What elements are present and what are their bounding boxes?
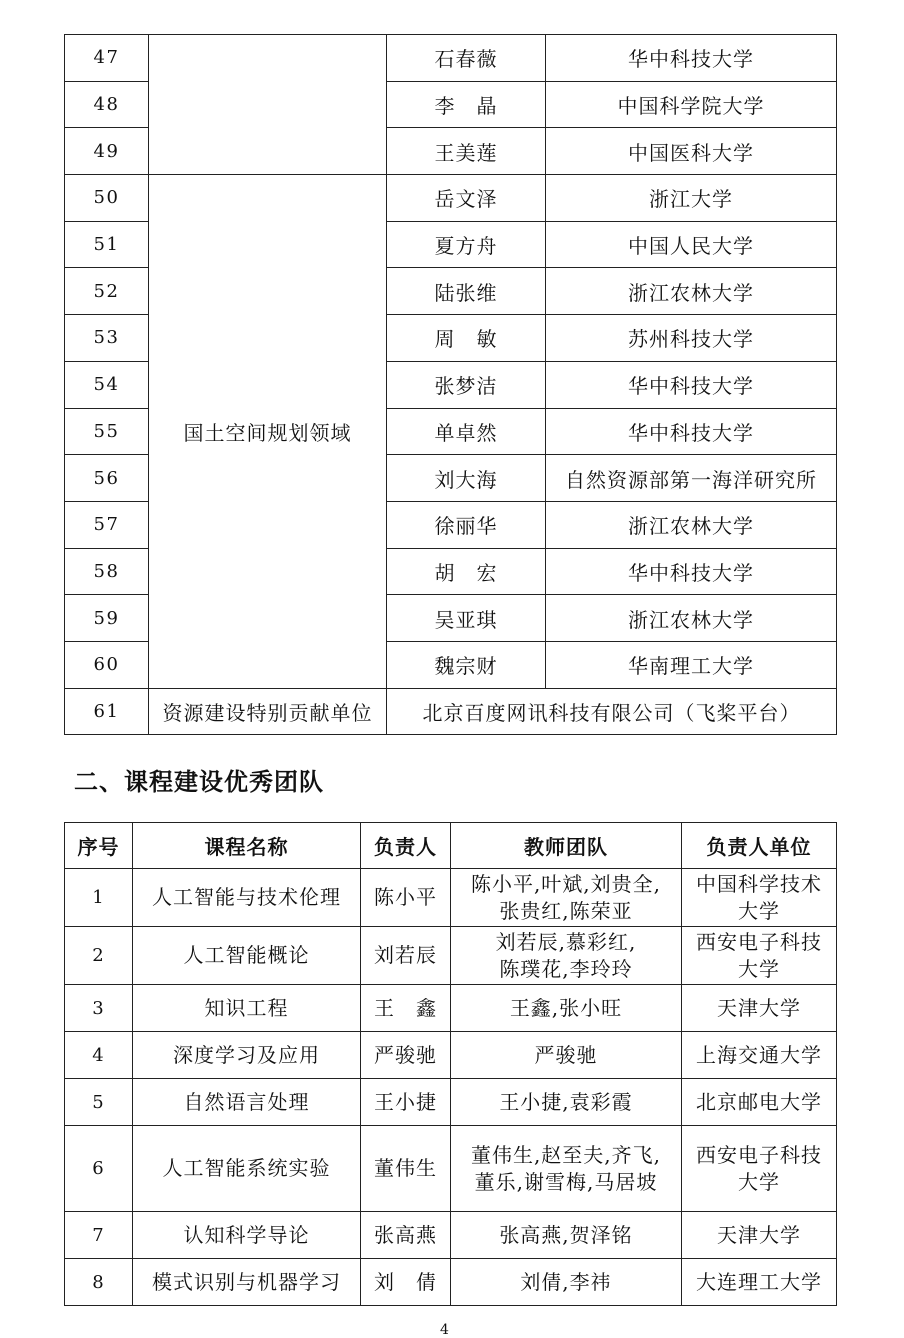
lead-unit [682,1079,837,1126]
lead-unit [682,927,837,985]
col-header-course: 课程名称 [133,823,361,869]
person-org: 华南理工大学 [546,641,837,688]
person-name: 单卓然 [387,408,546,455]
person-name: 吴亚琪 [387,595,546,642]
row-number: 61 [65,688,149,735]
person-org: 中国人民大学 [546,221,837,268]
person-org: 浙江农林大学 [546,501,837,548]
row-number: 53 [65,315,149,362]
unit-line: 天津大学 [717,1222,801,1247]
person-name: 徐丽华 [387,501,546,548]
table-row [65,175,837,222]
table-header-row [65,823,837,869]
row-number: 7 [65,1212,133,1259]
course-name: 认知科学导论 [133,1212,361,1259]
unit-line: 大连理工大学 [696,1269,822,1294]
course-name: 人工智能系统实验 [133,1126,361,1212]
team-line: 王鑫,张小旺 [509,995,623,1020]
unit-line: 天津大学 [717,995,801,1020]
table-row [65,1212,837,1259]
person-name: 石春薇 [387,35,546,82]
row-number: 55 [65,408,149,455]
course-teams-table [64,822,837,1306]
row-number: 51 [65,221,149,268]
person-name: 胡 宏 [387,548,546,595]
table-row [65,1126,837,1212]
course-name: 自然语言处理 [133,1079,361,1126]
lead-unit [682,1126,837,1212]
table-row-special [65,688,837,735]
course-lead: 王 鑫 [361,985,451,1032]
unit-line: 大学 [738,1169,780,1194]
teacher-team [451,1212,682,1259]
unit-line: 中国科学技术 [696,871,822,896]
person-name: 李 晶 [387,81,546,128]
row-number: 49 [65,128,149,175]
row-number: 54 [65,361,149,408]
course-lead: 张高燕 [361,1212,451,1259]
row-number: 52 [65,268,149,315]
person-org: 华中科技大学 [546,408,837,455]
table-row [65,1259,837,1306]
teacher-team [451,927,682,985]
person-name: 王美莲 [387,128,546,175]
team-line: 陈小平,叶斌,刘贵全, [470,871,662,896]
table-row [65,869,837,927]
person-org: 华中科技大学 [546,35,837,82]
person-name: 陆张维 [387,268,546,315]
course-lead: 严骏驰 [361,1032,451,1079]
team-line: 董伟生,赵至夫,齐飞, [470,1142,662,1167]
row-number: 5 [65,1079,133,1126]
team-line: 董乐,谢雪梅,马居坡 [474,1169,658,1194]
table-row [65,35,837,82]
team-line: 严骏驰 [534,1042,598,1067]
person-name: 刘大海 [387,455,546,502]
team-line: 刘若辰,慕彩红, [495,929,637,954]
unit-line: 西安电子科技 [696,929,822,954]
course-name: 深度学习及应用 [133,1032,361,1079]
course-name: 人工智能概论 [133,927,361,985]
team-line: 张贵红,陈荣亚 [499,898,633,923]
teacher-team [451,1079,682,1126]
teacher-team [451,1126,682,1212]
row-number: 58 [65,548,149,595]
team-line: 王小捷,袁彩霞 [499,1089,633,1114]
course-lead: 陈小平 [361,869,451,927]
person-org: 华中科技大学 [546,548,837,595]
awardees-table [64,34,837,735]
course-name: 模式识别与机器学习 [133,1259,361,1306]
lead-unit [682,1032,837,1079]
course-lead: 刘 倩 [361,1259,451,1306]
course-lead: 王小捷 [361,1079,451,1126]
row-number: 48 [65,81,149,128]
page-number: 4 [440,1322,449,1338]
person-org: 华中科技大学 [546,361,837,408]
teacher-team [451,1032,682,1079]
row-number: 47 [65,35,149,82]
row-number: 2 [65,927,133,985]
person-name: 魏宗财 [387,641,546,688]
unit-line: 上海交通大学 [696,1042,822,1067]
person-org: 苏州科技大学 [546,315,837,362]
unit-line: 西安电子科技 [696,1142,822,1167]
team-line: 刘倩,李祎 [520,1269,612,1294]
course-lead: 刘若辰 [361,927,451,985]
unit-line: 大学 [738,956,780,981]
person-org: 浙江大学 [546,175,837,222]
row-number: 4 [65,1032,133,1079]
row-number: 59 [65,595,149,642]
person-name: 张梦洁 [387,361,546,408]
person-org: 浙江农林大学 [546,268,837,315]
table-row [65,985,837,1032]
unit-line: 北京邮电大学 [696,1089,822,1114]
teacher-team [451,1259,682,1306]
row-number: 1 [65,869,133,927]
person-name: 周 敏 [387,315,546,362]
team-line: 陈璞花,李玲玲 [499,956,633,981]
person-name: 岳文泽 [387,175,546,222]
col-header-no: 序号 [65,823,133,869]
team-line: 张高燕,贺泽铭 [499,1222,633,1247]
row-number: 8 [65,1259,133,1306]
row-number: 57 [65,501,149,548]
lead-unit [682,1212,837,1259]
table-row [65,1032,837,1079]
teacher-team [451,985,682,1032]
lead-unit [682,869,837,927]
course-name: 人工智能与技术伦理 [133,869,361,927]
lead-unit [682,1259,837,1306]
unit-line: 大学 [738,898,780,923]
person-name: 夏方舟 [387,221,546,268]
row-number: 56 [65,455,149,502]
field-cell: 资源建设特别贡献单位 [149,688,387,735]
teacher-team [451,869,682,927]
field-cell [149,35,387,175]
field-cell: 国土空间规划领域 [149,175,387,689]
row-number: 50 [65,175,149,222]
person-org: 中国医科大学 [546,128,837,175]
row-number: 6 [65,1126,133,1212]
col-header-unit: 负责人单位 [682,823,837,869]
col-header-lead: 负责人 [361,823,451,869]
row-number: 60 [65,641,149,688]
lead-unit [682,985,837,1032]
row-number: 3 [65,985,133,1032]
contributor-org: 北京百度网讯科技有限公司（飞桨平台） [387,688,837,735]
course-name: 知识工程 [133,985,361,1032]
person-org: 自然资源部第一海洋研究所 [546,455,837,502]
person-org: 中国科学院大学 [546,81,837,128]
section-heading: 二、课程建设优秀团队 [74,768,324,796]
col-header-team: 教师团队 [451,823,682,869]
table-row [65,927,837,985]
person-org: 浙江农林大学 [546,595,837,642]
table-row [65,1079,837,1126]
course-lead: 董伟生 [361,1126,451,1212]
